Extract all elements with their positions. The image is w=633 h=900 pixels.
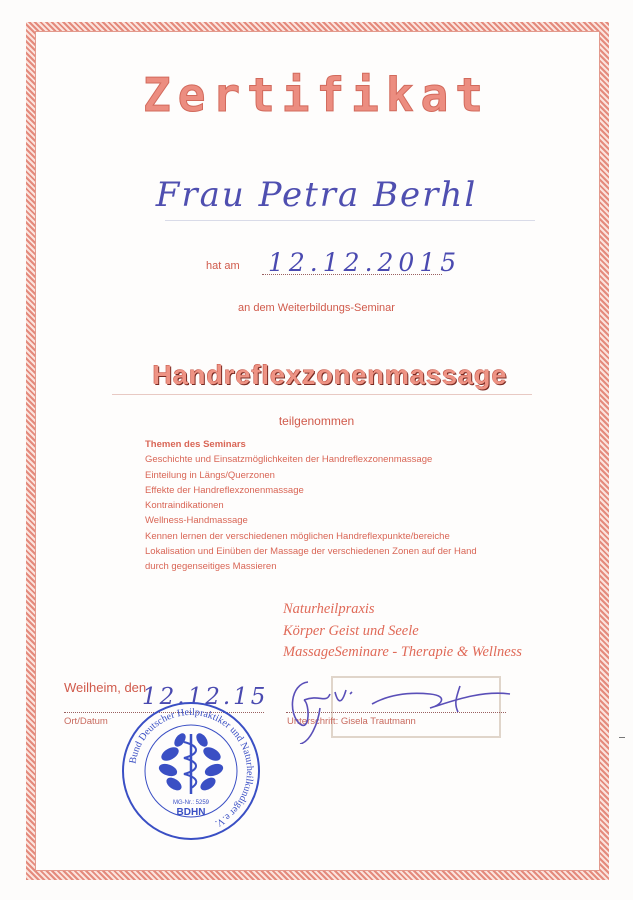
topic-item: Geschichte und Einsatzmöglichkeiten der Handreflexzonenmassage: [145, 454, 433, 466]
place-date: 12.12.15: [142, 684, 269, 710]
place-date-caption: Ort/Datum: [64, 716, 108, 727]
participated-label: teilgenommen: [278, 414, 355, 428]
signature-caption: Unterschrift: Gisela Trautmann: [287, 716, 416, 727]
seal-member-number: MG-Nr.: 5259: [172, 800, 210, 806]
topic-item: Effekte der Handreflexzonenmassage: [145, 484, 304, 496]
recipient-name: Frau Petra Berhl: [155, 175, 478, 215]
practice-line: Körper Geist und Seele: [283, 622, 419, 639]
association-seal: [118, 698, 264, 844]
practice-info: [283, 599, 583, 664]
topic-item: durch gegenseitiges Massieren: [145, 561, 277, 573]
seminar-label: an dem Weiterbildungs-Seminar: [238, 302, 395, 314]
certificate-title: Zertifikat: [143, 68, 490, 122]
date-value: 12.12.2015: [268, 248, 462, 277]
seal-ring-text: Bund Deutscher Heilpraktiker und Naturheilkundiger e.V.: [127, 706, 256, 829]
caduceus-icon: [158, 732, 224, 794]
recipient-line: [165, 220, 535, 221]
date-dotted-line: [262, 274, 442, 275]
date-label: hat am: [206, 260, 240, 272]
practice-line: MassageSeminare - Therapie & Wellness: [283, 644, 522, 660]
seal-abbreviation: BDHN: [176, 807, 206, 818]
place-label: Weilheim, den: [64, 680, 147, 695]
topics-list: [145, 437, 545, 575]
topic-item: Lokalisation und Einüben der Massage der verschiedenen Zonen auf der Hand: [145, 546, 477, 558]
topic-item: Kontraindikationen: [145, 500, 224, 512]
practice-line: Naturheilpraxis: [283, 601, 375, 617]
topic-item: Einteilung in Längs/Querzonen: [145, 469, 275, 481]
topic-item: Kennen lernen der verschiedenen möglichen Handreflexpunkte/bereiche: [145, 530, 450, 542]
scan-edge-mark: [619, 737, 625, 738]
handwritten-signature: [280, 664, 530, 744]
course-name: Handreflexzonenmassage: [152, 360, 508, 390]
course-underline: [112, 394, 532, 395]
topic-item: Wellness-Handmassage: [145, 515, 248, 527]
topics-heading: Themen des Seminars: [145, 439, 246, 450]
